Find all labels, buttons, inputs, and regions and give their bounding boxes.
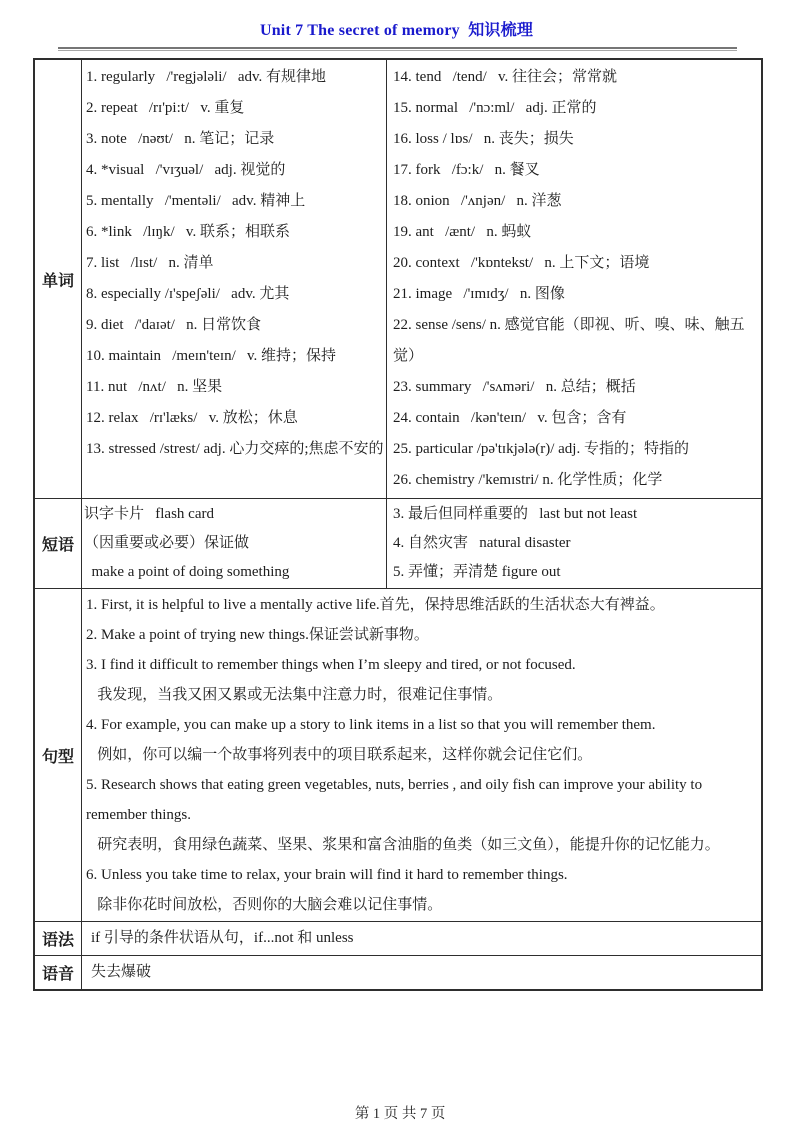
word-entry: 9. diet /'daɪət/ n. 日常饮食 [86,317,262,333]
sentence-line: 1. First, it is helpful to live a mentally active life.首先，保持思维活跃的生活状态大有裨益。 [86,597,665,613]
word-entry: 26. chemistry /'kemɪstri/ n. 化学性质；化学 [393,472,663,488]
row-words [35,60,761,498]
phrase-entry: make a point of doing something [84,564,290,580]
sentence-line: remember things. [86,807,191,823]
phrase-entry: 5. 弄懂；弄清楚 figure out [393,564,561,580]
word-entry: 13. stressed /strest/ adj. 心力交瘁的;焦虑不安的 [86,441,384,457]
phrase-list-left [82,499,387,588]
word-entry: 25. particular /pə'tɪkjələ(r)/ adj. 专指的；特指的 [393,441,689,457]
knowledge-table [33,58,763,991]
phrases-content [82,499,761,588]
word-entry: 2. repeat /rɪ'pi:t/ v. 重复 [86,100,245,116]
phrase-list-right [387,499,761,588]
phrase-entry: 识字卡片 flash card [84,506,214,522]
sentence-line: 6. Unless you take time to relax, your brain will find it hard to remember things. [86,867,568,883]
sentence-line: 2. Make a point of trying new things.保证尝试新事物。 [86,627,429,643]
word-entry: 19. ant /ænt/ n. 蚂蚁 [393,224,532,240]
word-entry: 16. loss / lɒs/ n. 丧失；损失 [393,131,574,147]
word-entry: 24. contain /kən'teɪn/ v. 包含；含有 [393,410,627,426]
row-label-words: 单词 [35,60,82,498]
document-title: Unit 7 The secret of memory 知识梳理 [259,22,534,39]
word-entry: 23. summary /'sʌməri/ n. 总结；概括 [393,379,636,395]
row-phrases [35,498,761,588]
sentence-line: 例如，你可以编一个故事将列表中的项目联系起来，这样你就会记住它们。 [86,747,593,763]
word-entry: 18. onion /'ʌnjən/ n. 洋葱 [393,193,562,209]
row-phonetics [35,955,761,989]
sentence-line: 4. For example, you can make up a story to link items in a list so that you will remember them. [86,717,656,733]
phrase-entry: 3. 最后但同样重要的 last but not least [393,506,638,522]
row-label-grammar: 语法 [35,922,82,955]
word-entry: 12. relax /rɪ'læks/ v. 放松；休息 [86,410,298,426]
phrase-entry: （因重要或必要）保证做 [84,535,250,551]
word-entry: 14. tend /tend/ v. 往往会；常常就 [393,69,618,85]
word-entry: 20. context /'kɒntekst/ n. 上下文；语境 [393,255,650,271]
word-list-right [387,60,761,498]
sentence-line: 我发现，当我又困又累或无法集中注意力时，很难记住事情。 [86,687,503,703]
row-sentences [35,588,761,921]
row-grammar [35,921,761,955]
word-entry: 8. especially /ɪ'speʃəli/ adv. 尤其 [86,286,290,302]
sentence-line: 5. Research shows that eating green vegetables, nuts, berries , and oily fish can improve your ability to [86,777,703,793]
word-entry: 5. mentally /'mentəli/ adv. 精神上 [86,193,306,209]
grammar-text: if 引导的条件状语从句，if...not 和 unless [91,930,354,946]
word-entry: 3. note /nəʊt/ n. 笔记；记录 [86,131,275,147]
sentence-line: 3. I find it difficult to remember things when I’m sleepy and tired, or not focused. [86,657,576,673]
sentence-line: 除非你花时间放松，否则你的大脑会难以记住事情。 [86,897,443,913]
word-entry: 21. image /'ɪmɪdʒ/ n. 图像 [393,286,565,302]
sentence-line: 研究表明，食用绿色蔬菜、坚果、浆果和富含油脂的鱼类（如三文鱼），能提升你的记忆能力。 [86,837,720,853]
title-divider [58,47,737,51]
word-entry: 17. fork /fɔ:k/ n. 餐叉 [393,162,540,178]
word-entry: 10. maintain /meɪn'teɪn/ v. 维持；保持 [86,348,337,364]
word-entry: 22. sense /sens/ n. 感觉官能（即视、听、嗅、味、触五觉） [393,317,745,364]
words-content [82,60,761,498]
word-entry: 4. *visual /'vɪʒuəl/ adj. 视觉的 [86,162,286,178]
word-entry: 11. nut /nʌt/ n. 坚果 [86,379,223,395]
page-number: 第 1 页 共 7 页 [354,1106,446,1122]
phonetics-text: 失去爆破 [91,964,152,980]
word-entry: 15. normal /'nɔ:ml/ adj. 正常的 [393,100,597,116]
row-label-phonetics: 语音 [35,956,82,989]
row-label-sentences: 句型 [35,589,82,921]
word-list-left [82,60,387,498]
word-entry: 7. list /lɪst/ n. 清单 [86,255,214,271]
sentence-list [82,589,761,921]
word-entry: 1. regularly /'regjələli/ adv. 有规律地 [86,69,327,85]
phrase-entry: 4. 自然灾害 natural disaster [393,535,571,551]
page-footer [0,1085,793,1123]
row-label-phrases: 短语 [35,499,82,588]
word-entry: 6. *link /lɪŋk/ v. 联系；相联系 [86,224,290,240]
